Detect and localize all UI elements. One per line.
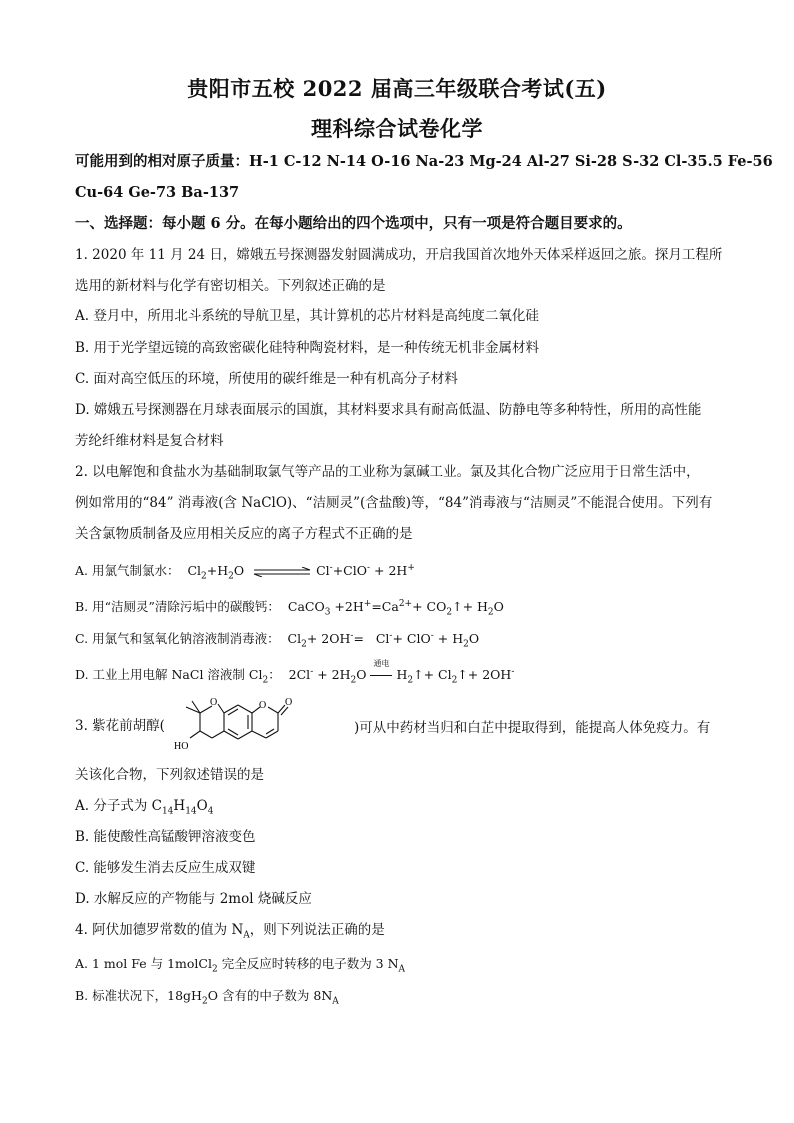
q1-option-a: A. 登月中，所用北斗系统的导航卫星，其计算机的芯片材料是高纯度二氧化硅: [75, 308, 539, 324]
q3-option-d: D. 水解反应的产物能与 2mol 烧碱反应: [75, 891, 312, 907]
q3-stem-line-2: 关该化合物，下列叙述错误的是: [75, 767, 264, 783]
q1-option-d-line-2: 芳纶纤维材料是复合材料: [75, 433, 224, 449]
q4-option-a-text: A. 1 mol Fe 与 1molCl: [75, 956, 212, 971]
q1-option-b: B. 用于光学望远镜的高致密碳化硅特种陶瓷材料，是一种传统无机非金属材料: [75, 340, 540, 356]
condition-label: 通电: [373, 659, 390, 668]
q3-option-b: B. 能使酸性高锰酸钾溶液变色: [75, 829, 256, 845]
electrolysis-condition: [370, 659, 392, 685]
q2-option-c-text: C. 用氯气和氢氧化钠溶液制消毒液：: [75, 631, 280, 646]
q3-option-a-text: A. 分子式为 C: [75, 798, 162, 814]
q4-option-b-tail: O 含有的中子数为 8N: [207, 988, 333, 1003]
q2-option-d: D. 工业上用电解 NaCl 溶液制 $Cl_2$： $2Cl^- + 2H_2O$ 通电 $H_2↑+$ $Cl_2↑+ 2OH^-$: [75, 665, 725, 685]
q2-option-c-equation: $Cl_2+ 2OH^-= Cl^-+ ClO^- + H_2O$: [283, 630, 480, 650]
decursinol-structure: [172, 691, 352, 759]
lactone-oxygen-label: O: [259, 700, 267, 711]
q4-option-a: A. 1 mol Fe 与 1molCl$_2$ 完全反应时转移的电子数为 3 $N_A$: [75, 956, 406, 975]
q2-option-d-equation: $2Cl^- + 2H_2O$ 通电 $H_2↑+$ $Cl_2↑+ 2OH^-$: [285, 665, 515, 685]
q2-option-b: [75, 597, 725, 617]
q2-option-b-text: B. 用“洁厕灵”清除污垢中的碳酸钙：: [75, 599, 280, 614]
q4-stem-text: 4. 阿伏加德罗常数的值为 N: [75, 922, 244, 938]
q4-stem-tail: ，则下列说法正确的是: [249, 922, 385, 938]
q2-stem-line-1: 2. 以电解饱和食盐水为基础制取氯气等产品的工业称为氯碱工业。氯及其化合物广泛应用于日常生活中，: [75, 464, 700, 480]
q1-option-c: C. 面对高空低压的环境，所使用的碳纤维是一种有机高分子材料: [75, 371, 458, 387]
q1-stem-line-1: 1. 2020 年 11 月 24 日，嫦娥五号探测器发射圆满成功，开启我国首次地外天体采样返回之旅。探月工程所: [75, 247, 723, 263]
carbonyl-oxygen-label: O: [285, 697, 293, 708]
q3-option-c: C. 能够发生消去反应生成双键: [75, 860, 256, 876]
q1-stem-line-2: 选用的新材料与化学有密切相关。下列叙述正确的是: [75, 278, 386, 294]
q2-stem-line-3: 关含氯物质制备及应用相关反应的离子方程式不正确的是: [75, 526, 413, 542]
section-heading: 一、选择题：每小题 6 分。在每小题给出的四个选项中，只有一项是符合题目要求的。: [75, 215, 632, 232]
q4-option-a-tail: 完全反应时转移的电子数为 3 N: [217, 956, 399, 971]
q2-option-a: [75, 561, 725, 581]
q4-option-b: B. 标准状况下，$18gH_2O$ 含有的中子数为 $8N_A$: [75, 988, 339, 1007]
exam-subtitle: 理科综合试卷化学: [311, 116, 483, 141]
q4-option-b-text: B. 标准状况下，18gH: [75, 988, 202, 1003]
q3-stem-start: 3. 紫花前胡醇(: [75, 718, 165, 734]
q4-stem: 4. 阿伏加德罗常数的值为 $N_A$，则下列说法正确的是: [75, 922, 385, 941]
equilibrium-arrow-icon: [252, 567, 312, 577]
q1-option-d-line-1: D. 嫦娥五号探测器在月球表面展示的国旗，其材料要求具有耐高低温、防静电等多种特性，所用的高性能: [75, 402, 702, 418]
q2-option-a-text: A. 用氯气制氯水：: [75, 563, 180, 578]
atomic-mass-line-1: 可能用到的相对原子质量：H-1 C-12 N-14 O-16 Na-23 Mg-24 Al-27 Si-28 S-32 Cl-35.5 Fe-56: [75, 153, 773, 170]
q2-option-b-equation: CaCO$_3$ $+2H^+=Ca^{2+}+$ $CO_2↑+ H_2O$: [283, 598, 504, 618]
q3-stem-end: )可从中药材当归和白芷中提取得到，能提高人体免疫力。有: [354, 720, 711, 736]
q2-option-d-text: D. 工业上用电解 NaCl 溶液制 Cl: [75, 667, 263, 682]
q2-option-c: [75, 629, 725, 649]
atomic-mass-line-2: Cu-64 Ge-73 Ba-137: [75, 184, 240, 201]
exam-title: 贵阳市五校 2022 届高三年级联合考试(五): [187, 76, 607, 101]
q3-option-a: A. 分子式为 $C_{14}H_{14}O_4$: [75, 798, 214, 817]
ring-oxygen-label: O: [210, 697, 218, 708]
q2-stem-line-2: 例如常用的“84” 消毒液(含 NaClO)、“洁厕灵”(含盐酸)等，“84”消毒液与“洁厕灵”不能混合使用。下列有: [75, 495, 713, 511]
q2-option-a-equation: $Cl_2+H_2O$ Cl-+ClO- + 2H+: [183, 562, 415, 582]
hydroxyl-label: HO: [174, 741, 189, 752]
